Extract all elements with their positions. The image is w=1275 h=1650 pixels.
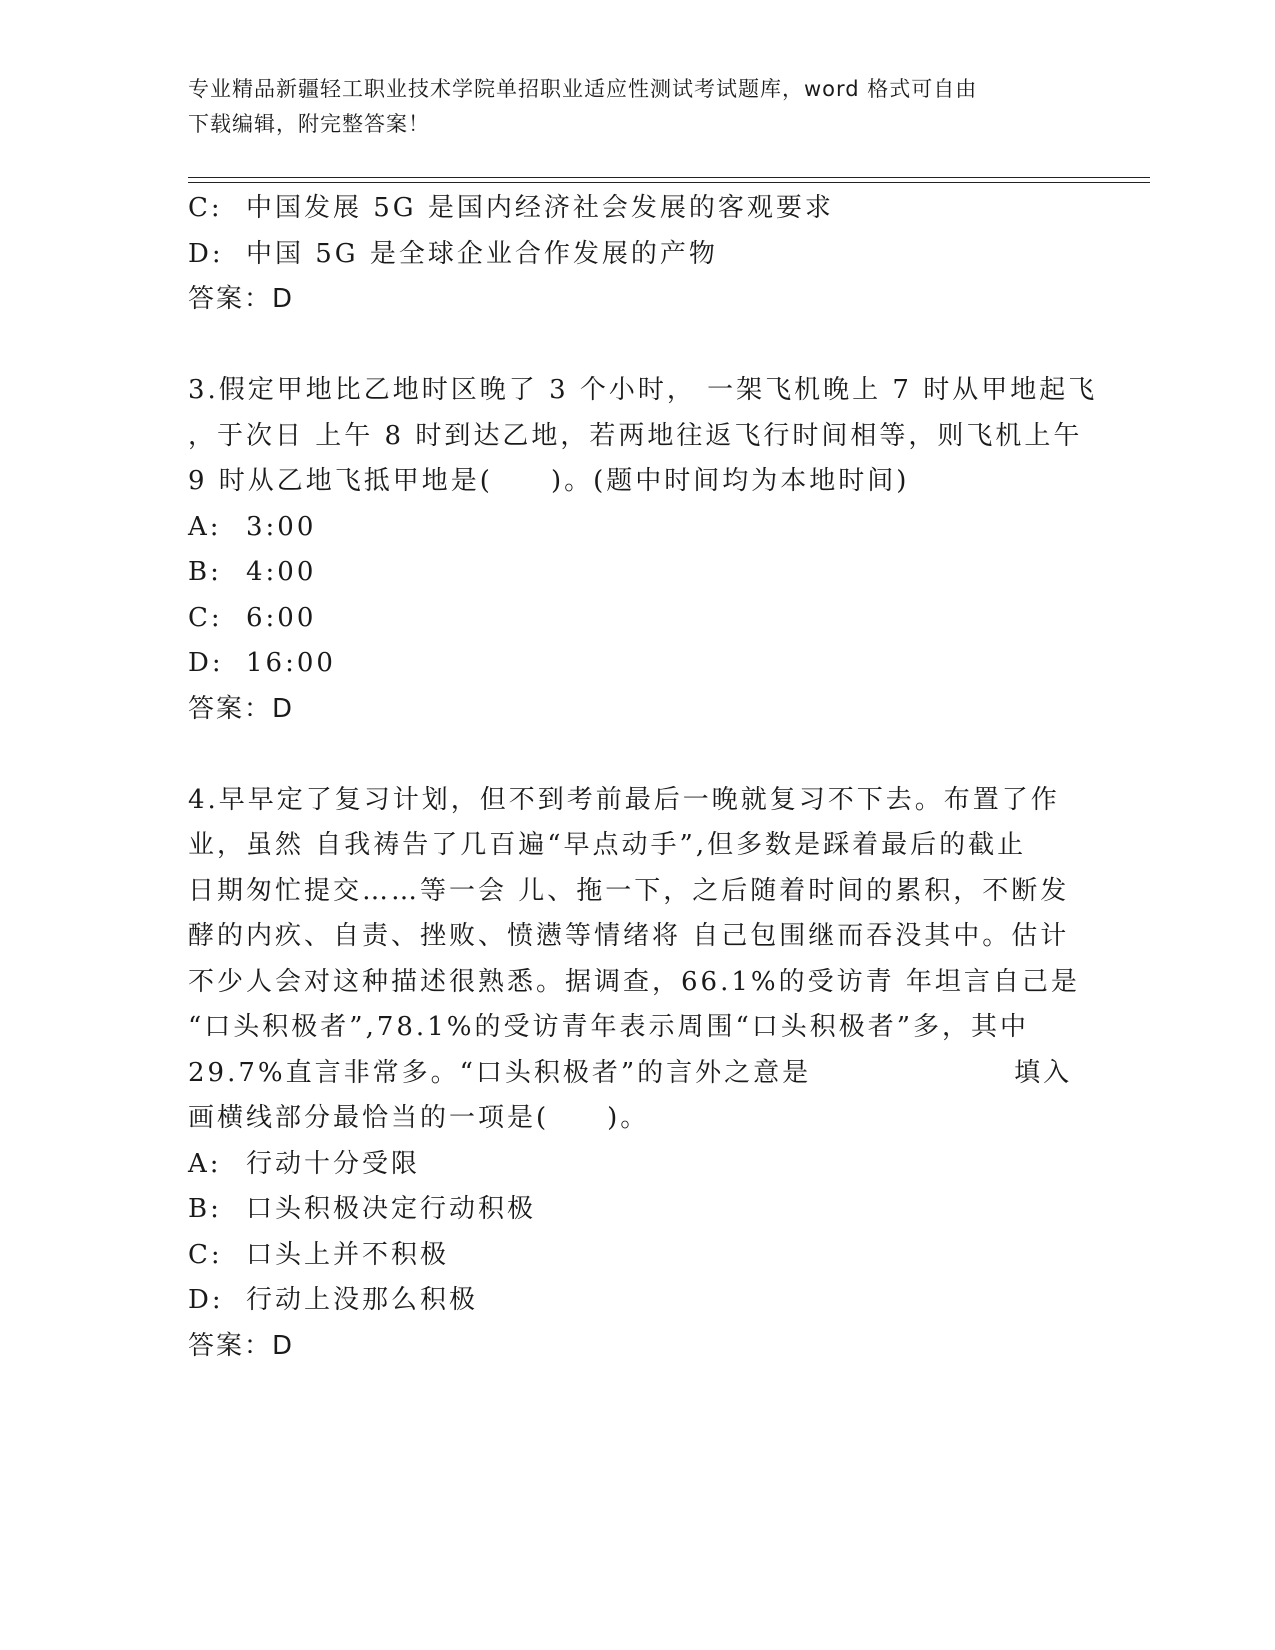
spacer — [188, 323, 1088, 369]
option-text: 中国 5G 是全球企业合作发展的产物 — [246, 238, 718, 269]
spacer — [188, 732, 1088, 778]
option-text: 6:00 — [246, 602, 317, 633]
question-text-line: 画横线部分最恰当的一项是( )。 — [188, 1103, 650, 1133]
option-d — [188, 232, 1088, 278]
answer-line: 答案：D — [188, 1330, 295, 1361]
question-text-line: 9 时从乙地飞抵甲地是( )。(题中时间均为本地时间) — [188, 466, 910, 496]
option-label: D: — [188, 648, 224, 678]
option-text: 行动十分受限 — [246, 1148, 421, 1179]
question-text-line: 3.假定甲地比乙地时区晚了 3 个小时， 一架飞机晚上 7 时从甲地起飞 — [188, 375, 1098, 405]
option-b — [188, 1187, 1088, 1233]
option-d — [188, 1278, 1088, 1324]
option-label: B: — [188, 1194, 222, 1224]
option-label: C: — [188, 602, 223, 633]
answer-line: 答案：D — [188, 693, 295, 724]
option-text: 中国发展 5G 是国内经济社会发展的客观要求 — [246, 193, 834, 223]
header-divider-bottom — [188, 182, 1150, 183]
question-4 — [188, 778, 1088, 1370]
answer-line: 答案：D — [188, 284, 295, 314]
option-c — [188, 1233, 1088, 1279]
option-label: A: — [188, 1148, 222, 1179]
page-header — [188, 72, 1068, 142]
option-label: A: — [188, 511, 222, 542]
option-a — [188, 505, 1088, 551]
header-line-2: 下载编辑，附完整答案！ — [188, 112, 430, 136]
option-a — [188, 1142, 1088, 1188]
option-label: C: — [188, 1239, 223, 1270]
option-text: 4:00 — [246, 557, 317, 587]
option-c — [188, 596, 1088, 642]
option-label: C: — [188, 193, 223, 223]
option-text: 口头积极决定行动积极 — [246, 1194, 537, 1224]
question-text-line: 酵的内疚、自责、挫败、愤懑等情绪将 自己包围继而吞没其中。估计 — [188, 921, 1070, 951]
question-text-line: “口头积极者”,78.1%的受访青年表示周围“口头积极者”多，其中 — [188, 1012, 1030, 1042]
header-line-1: 专业精品新疆轻工职业技术学院单招职业适应性测试考试题库，word 格式可自由 — [188, 77, 978, 101]
question-text-line: 29.7%直言非常多。“口头积极者”的言外之意是 填入 — [188, 1057, 1073, 1088]
question-prev-block — [188, 186, 1088, 323]
document-body — [188, 186, 1098, 1369]
option-label: D: — [188, 1285, 224, 1315]
question-3 — [188, 368, 1098, 732]
question-text-line: 不少人会对这种描述很熟悉。据调查，66.1%的受访青 年坦言自己是 — [188, 966, 1080, 997]
option-c — [188, 186, 1088, 232]
option-b — [188, 550, 1088, 596]
question-text-line: 4.早早定了复习计划，但不到考前最后一晚就复习不下去。布置了作 — [188, 784, 1060, 815]
header-divider-top — [188, 177, 1150, 178]
option-label: D: — [188, 238, 224, 269]
question-text-line: ，于次日 上午 8 时到达乙地，若两地往返飞行时间相等，则飞机上午 — [188, 420, 1083, 451]
option-text: 口头上并不积极 — [246, 1239, 450, 1270]
option-d — [188, 641, 1088, 687]
option-text: 16:00 — [246, 648, 336, 678]
question-text-line: 日期匆忙提交……等一会 儿、拖一下，之后随着时间的累积，不断发 — [188, 875, 1070, 906]
option-label: B: — [188, 557, 222, 587]
option-text: 行动上没那么积极 — [246, 1285, 479, 1315]
question-text-line: 业，虽然 自我祷告了几百遍“早点动手”,但多数是踩着最后的截止 — [188, 830, 1027, 860]
option-text: 3:00 — [246, 511, 317, 542]
